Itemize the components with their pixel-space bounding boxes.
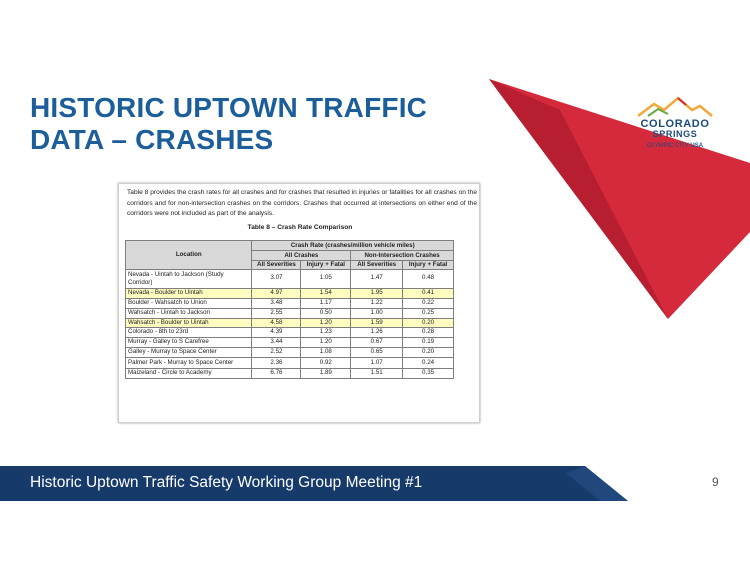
header-ni-injury-fatal: Injury + Fatal (403, 261, 454, 270)
cell-location: Galley - Murray to Space Center (126, 348, 252, 358)
cell-ni-all-severities: 0.67 (351, 338, 403, 348)
cell-injury-fatal: 1.20 (301, 338, 351, 348)
cell-injury-fatal: 1.17 (301, 298, 351, 308)
cell-all-severities: 3.48 (252, 298, 301, 308)
cell-ni-all-severities: 1.95 (351, 288, 403, 298)
cell-ni-injury-fatal: 0.20 (403, 348, 454, 358)
cell-ni-injury-fatal: 0.24 (403, 358, 454, 369)
cell-all-severities: 2.52 (252, 348, 301, 358)
logo-springs: SPRINGS (652, 129, 698, 139)
cell-location: Palmer Park - Murray to Space Center (126, 358, 252, 369)
cell-injury-fatal: 1.20 (301, 318, 351, 328)
cell-ni-all-severities: 1.00 (351, 308, 403, 318)
footer-meeting-title: Historic Uptown Traffic Safety Working Group Meeting #1 (30, 474, 423, 491)
cell-all-severities: 4.58 (252, 318, 301, 328)
cell-ni-injury-fatal: 0.28 (403, 328, 454, 338)
logo-usa: USA (690, 143, 704, 149)
cell-all-severities: 6.76 (252, 369, 301, 379)
cell-injury-fatal: 1.54 (301, 288, 351, 298)
cell-ni-all-severities: 1.59 (351, 318, 403, 328)
cell-location: Murray - Galley to S Carefree (126, 338, 252, 348)
cell-ni-all-severities: 1.47 (351, 269, 403, 288)
logo-olympic-city: OLYMPIC CITY (646, 143, 689, 149)
cell-injury-fatal: 1.23 (301, 328, 351, 338)
cell-location: Wahsatch - Boulder to Uintah (126, 318, 252, 328)
cell-location: Colorado - 8th to 23rd (126, 328, 252, 338)
table-caption: Table 8 – Crash Rate Comparison (247, 224, 353, 231)
cell-location: Maizeland - Circle to Academy (126, 369, 252, 379)
cell-location: Boulder - Wahsatch to Union (126, 298, 252, 308)
cell-location: Wahsatch - Uintah to Jackson (126, 308, 252, 318)
logo-colorado: COLORADO (640, 118, 710, 130)
cell-location: Nevada - Uintah to Jackson (Study Corridor) (126, 269, 252, 288)
cell-all-severities: 4.97 (252, 288, 301, 298)
cell-injury-fatal: 0.50 (301, 308, 351, 318)
header-all-severities: All Severities (252, 261, 301, 270)
cell-ni-injury-fatal: 0.35 (403, 369, 454, 379)
header-non-intersection: Non-Intersection Crashes (351, 251, 454, 261)
title-line-1: HISTORIC UPTOWN TRAFFIC (30, 92, 428, 123)
cell-ni-injury-fatal: 0.41 (403, 288, 454, 298)
cell-injury-fatal: 1.05 (301, 269, 351, 288)
cell-injury-fatal: 1.08 (301, 348, 351, 358)
cell-ni-injury-fatal: 0.19 (403, 338, 454, 348)
cell-all-severities: 3.07 (252, 269, 301, 288)
page-number: 9 (712, 475, 719, 489)
intro-paragraph: Table 8 provides the crash rates for all crashes and for crashes that resulted in injuries or fatalities for all crashes on the corridors and for non-intersection crashes on the corridors. Crashes that occurred at intersections on either end of the corridors were not included as part of the analysis. (127, 189, 477, 218)
header-crash-rate: Crash Rate (crashes/million vehicle miles) (252, 241, 454, 251)
cell-all-severities: 3.44 (252, 338, 301, 348)
title-line-2: DATA – CRASHES (30, 124, 274, 155)
cell-injury-fatal: 0.92 (301, 358, 351, 369)
cell-ni-all-severities: 1.22 (351, 298, 403, 308)
cell-ni-all-severities: 1.07 (351, 358, 403, 369)
cell-location: Nevada - Boulder to Uintah (126, 288, 252, 298)
header-all-crashes: All Crashes (252, 251, 351, 261)
cell-ni-all-severities: 1.26 (351, 328, 403, 338)
cell-injury-fatal: 1.89 (301, 369, 351, 379)
cell-ni-all-severities: 1.51 (351, 369, 403, 379)
cell-ni-injury-fatal: 0.22 (403, 298, 454, 308)
cell-ni-injury-fatal: 0.48 (403, 269, 454, 288)
header-ni-all-severities: All Severities (351, 261, 403, 270)
cell-all-severities: 4.39 (252, 328, 301, 338)
cell-ni-all-severities: 0.65 (351, 348, 403, 358)
header-location: Location (126, 241, 252, 270)
cell-all-severities: 2.55 (252, 308, 301, 318)
cell-all-severities: 2.36 (252, 358, 301, 369)
cell-ni-injury-fatal: 0.20 (403, 318, 454, 328)
header-injury-fatal: Injury + Fatal (301, 261, 351, 270)
cell-ni-injury-fatal: 0.25 (403, 308, 454, 318)
